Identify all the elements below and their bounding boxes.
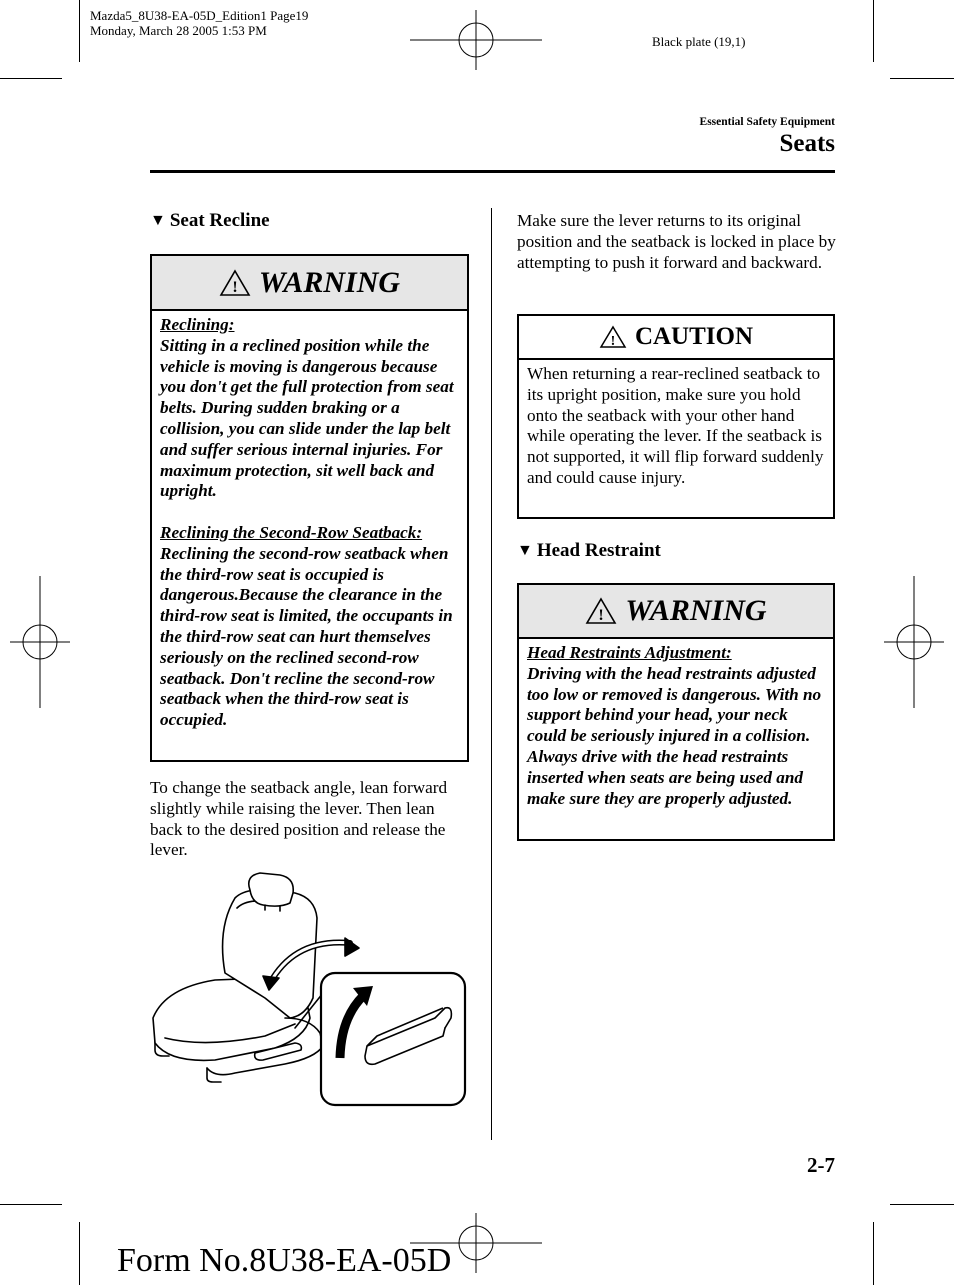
print-meta-line1: Mazda5_8U38-EA-05D_Edition1 Page19	[90, 8, 309, 23]
warning-item-text: Driving with the head restraints adjusted too low or removed is dangerous. With no support behind your head, your neck could be seriously injured in a collision. Always drive with the head restraints inserted when seats are being used and make sure they are properly adjusted.	[527, 663, 822, 808]
head-restraint-heading	[517, 540, 661, 562]
crop-mark	[890, 1204, 954, 1205]
heading-triangle-icon: ▼	[150, 212, 166, 229]
heading-triangle-icon: ▼	[517, 542, 533, 559]
crop-mark	[0, 78, 62, 79]
page-title: Seats	[779, 130, 835, 157]
print-meta	[90, 8, 308, 38]
warning-body	[152, 311, 467, 737]
crop-mark	[873, 1222, 874, 1285]
warning-item-text: Sitting in a reclined position while the vehicle is moving is dangerous because you don't get the full protection from seat belts. During sudden braking or a collision, you can slide under the lap belt and suffer serious internal injuries. For maximum protection, sit well back and upright.	[160, 335, 454, 501]
warning-header	[152, 256, 467, 311]
warning-box-recline	[150, 254, 469, 762]
form-number: Form No.8U38-EA-05D	[117, 1242, 452, 1279]
seat-recline-paragraph: To change the seatback angle, lean forward slightly while raising the lever. Then lean back to the desired position and release the lever.	[150, 778, 448, 860]
print-meta-line2: Monday, March 28 2005 1:53 PM	[90, 23, 267, 38]
warning-item-title: Reclining:	[160, 315, 235, 334]
crop-mark	[79, 1222, 80, 1285]
warning-item-title: Reclining the Second-Row Seatback:	[160, 522, 423, 542]
warning-header	[519, 585, 833, 639]
warning-triangle-icon	[585, 597, 617, 625]
svg-text:!: !	[232, 278, 238, 296]
warning-triangle-icon	[219, 269, 251, 297]
caution-header	[519, 316, 833, 360]
svg-text:!: !	[610, 334, 616, 349]
warning-box-head-restraint	[517, 583, 835, 841]
crop-mark	[0, 1204, 62, 1205]
page-number: 2-7	[807, 1153, 835, 1177]
seat-recline-heading	[150, 210, 270, 232]
registration-mark-icon	[884, 576, 944, 708]
chapter-title: Essential Safety Equipment	[699, 116, 835, 128]
seat-recline-heading-text: Seat Recline	[169, 210, 270, 231]
registration-mark-icon	[10, 576, 70, 708]
warning-body	[519, 639, 833, 815]
registration-mark-icon	[410, 10, 542, 70]
lever-paragraph: Make sure the lever returns to its original position and the seatback is locked in place by attempting to push it forward and backward.	[517, 211, 836, 272]
warning-item-title: Head Restraints Adjustment:	[527, 643, 732, 662]
header-rule	[150, 170, 835, 173]
crop-mark	[873, 0, 874, 62]
caution-title: CAUTION	[634, 323, 754, 350]
svg-text:!: !	[598, 607, 605, 624]
caution-box	[517, 314, 835, 519]
warning-title: WARNING	[625, 594, 767, 627]
head-restraint-heading-text: Head Restraint	[536, 540, 661, 561]
warning-item-text: Reclining the second-row seatback when the third-row seat is occupied is dangerous.Because the clearance in the third-row seat is limited, the occupants in the third-row seat can hurt themselves seriously on the reclined second-row seatback. Don't recline the second-row seatback when the third-row seat is occupied.	[160, 543, 453, 730]
seat-recline-illustration	[145, 868, 470, 1110]
plate-label: Black plate (19,1)	[652, 34, 746, 49]
crop-mark	[890, 78, 954, 79]
warning-triangle-icon	[599, 325, 627, 349]
caution-body: When returning a rear-reclined seatback to its upright position, make sure you hold onto the seatback with your other hand while operating the lever. If the seatback is not supported, it will flip forward suddenly and could cause injury.	[527, 364, 824, 487]
column-divider	[491, 208, 492, 1140]
warning-title: WARNING	[258, 265, 401, 299]
crop-mark	[79, 0, 80, 62]
